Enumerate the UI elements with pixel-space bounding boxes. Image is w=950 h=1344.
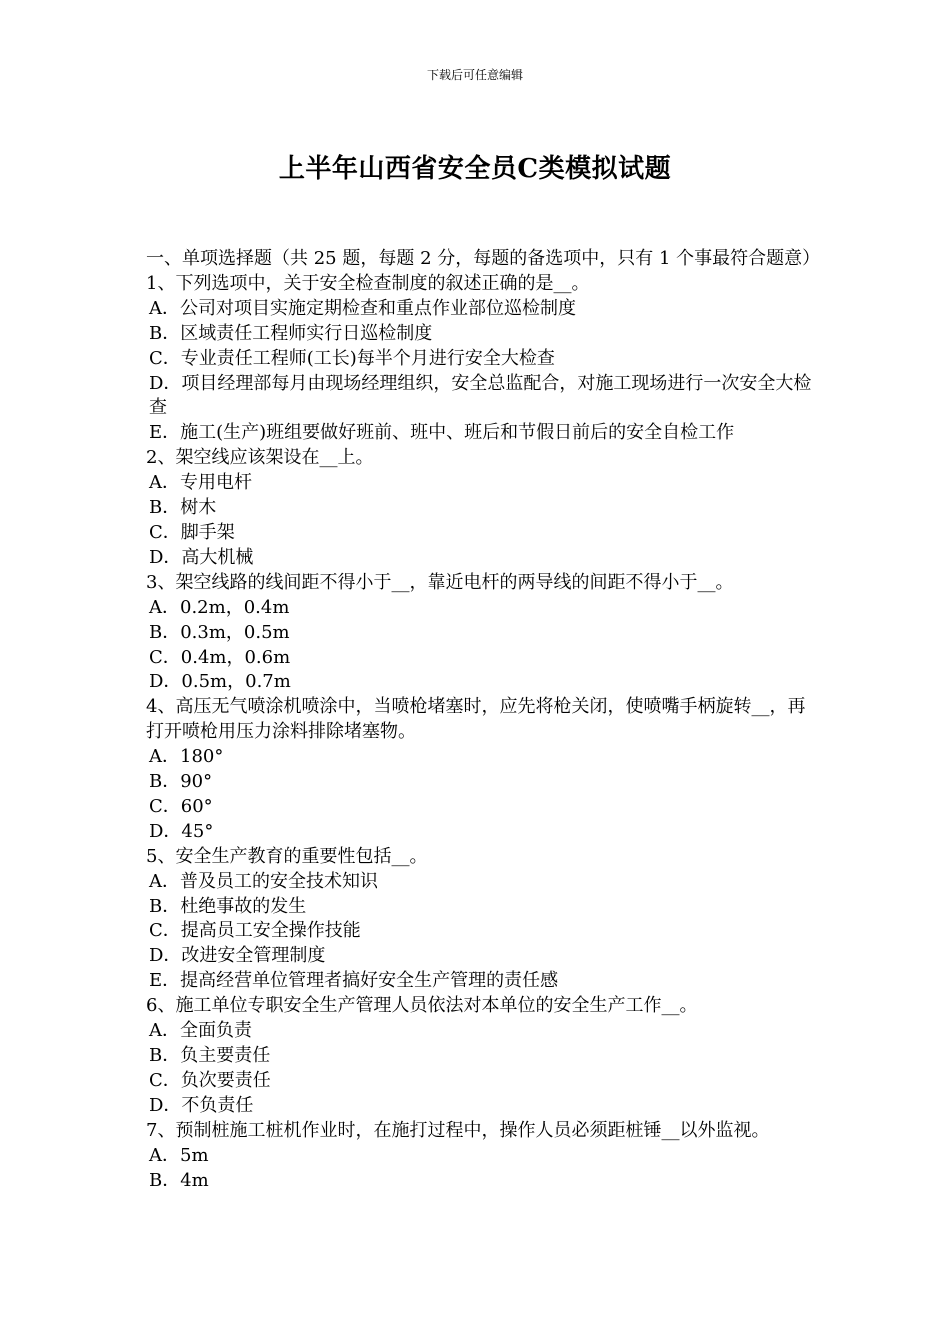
question-6	[146, 994, 814, 1119]
option-b: B．负主要责任	[149, 1045, 271, 1066]
question-2	[146, 446, 814, 571]
option-a: A．全面负责	[149, 1020, 252, 1042]
option-b: B．杜绝事故的发生	[149, 895, 307, 917]
question-1	[146, 272, 814, 446]
question-stem: 7、预制桩施工桩机作业时，在施打过程中，操作人员必须距桩锤__以外监视。	[146, 1119, 770, 1141]
header-note: 下载后可任意编辑	[426, 68, 523, 82]
question-3	[146, 571, 814, 696]
option-d: D．不负责任	[149, 1094, 254, 1116]
option-a: A．公司对项目实施定期检查和重点作业部位巡检制度	[149, 297, 576, 319]
option-a: A．普及员工的安全技术知识	[149, 870, 378, 892]
option-d: D．高大机械	[149, 546, 254, 568]
option-c: C．专业责任工程师(工长)每半个月进行安全大检查	[149, 347, 555, 369]
document-body	[146, 247, 821, 1193]
option-b: B．90°	[149, 771, 213, 793]
option-d: D．项目经理部每月由现场经理组织，安全总监配合，对施工现场进行一次安全大检查	[149, 372, 812, 419]
option-c: C．60°	[149, 795, 213, 817]
question-stem: 5、安全生产教育的重要性包括__。	[146, 845, 428, 867]
section-heading: 一、单项选择题（共 25 题，每题 2 分，每题的备选项中，只有 1 个事最符合题意）	[146, 248, 821, 269]
question-stem: 3、架空线路的线间距不得小于__，靠近电杆的两导线的间距不得小于__。	[146, 571, 734, 593]
document-title: 上半年山西省安全员C类模拟试题	[278, 154, 672, 184]
question-4	[146, 695, 814, 844]
question-5	[146, 845, 814, 994]
option-e: E．施工(生产)班组要做好班前、班中、班后和节假日前后的安全自检工作	[149, 422, 735, 444]
option-c: C．提高员工安全操作技能	[149, 920, 361, 942]
option-b: B．4m	[149, 1169, 209, 1191]
question-stem: 6、施工单位专职安全生产管理人员依法对本单位的安全生产工作__。	[146, 995, 698, 1017]
question-7	[146, 1119, 814, 1194]
option-c: C．脚手架	[149, 521, 235, 543]
option-b: B．区域责任工程师实行日巡检制度	[149, 322, 433, 344]
option-a: A．5m	[149, 1144, 209, 1166]
question-stem: 4、高压无气喷涂机喷涂中，当喷枪堵塞时，应先将枪关闭，使喷嘴手柄旋转__，再打开喷枪用压力涂料排除堵塞物。	[146, 696, 806, 743]
option-a: A．0.2m，0.4m	[149, 596, 290, 618]
option-b: B．树木	[149, 497, 217, 519]
option-d: D．45°	[149, 820, 214, 842]
option-d: D．改进安全管理制度	[149, 945, 326, 967]
option-a: A．180°	[149, 746, 224, 768]
option-a: A．专用电杆	[149, 472, 252, 494]
question-stem: 2、架空线应该架设在__上。	[146, 447, 374, 469]
option-e: E．提高经营单位管理者搞好安全生产管理的责任感	[149, 970, 559, 992]
option-c: C．负次要责任	[149, 1069, 271, 1091]
question-stem: 1、下列选项中，关于安全检查制度的叙述正确的是__。	[146, 272, 590, 294]
option-b: B．0.3m，0.5m	[149, 621, 290, 643]
option-d: D．0.5m，0.7m	[149, 671, 291, 693]
option-c: C．0.4m，0.6m	[149, 646, 291, 668]
